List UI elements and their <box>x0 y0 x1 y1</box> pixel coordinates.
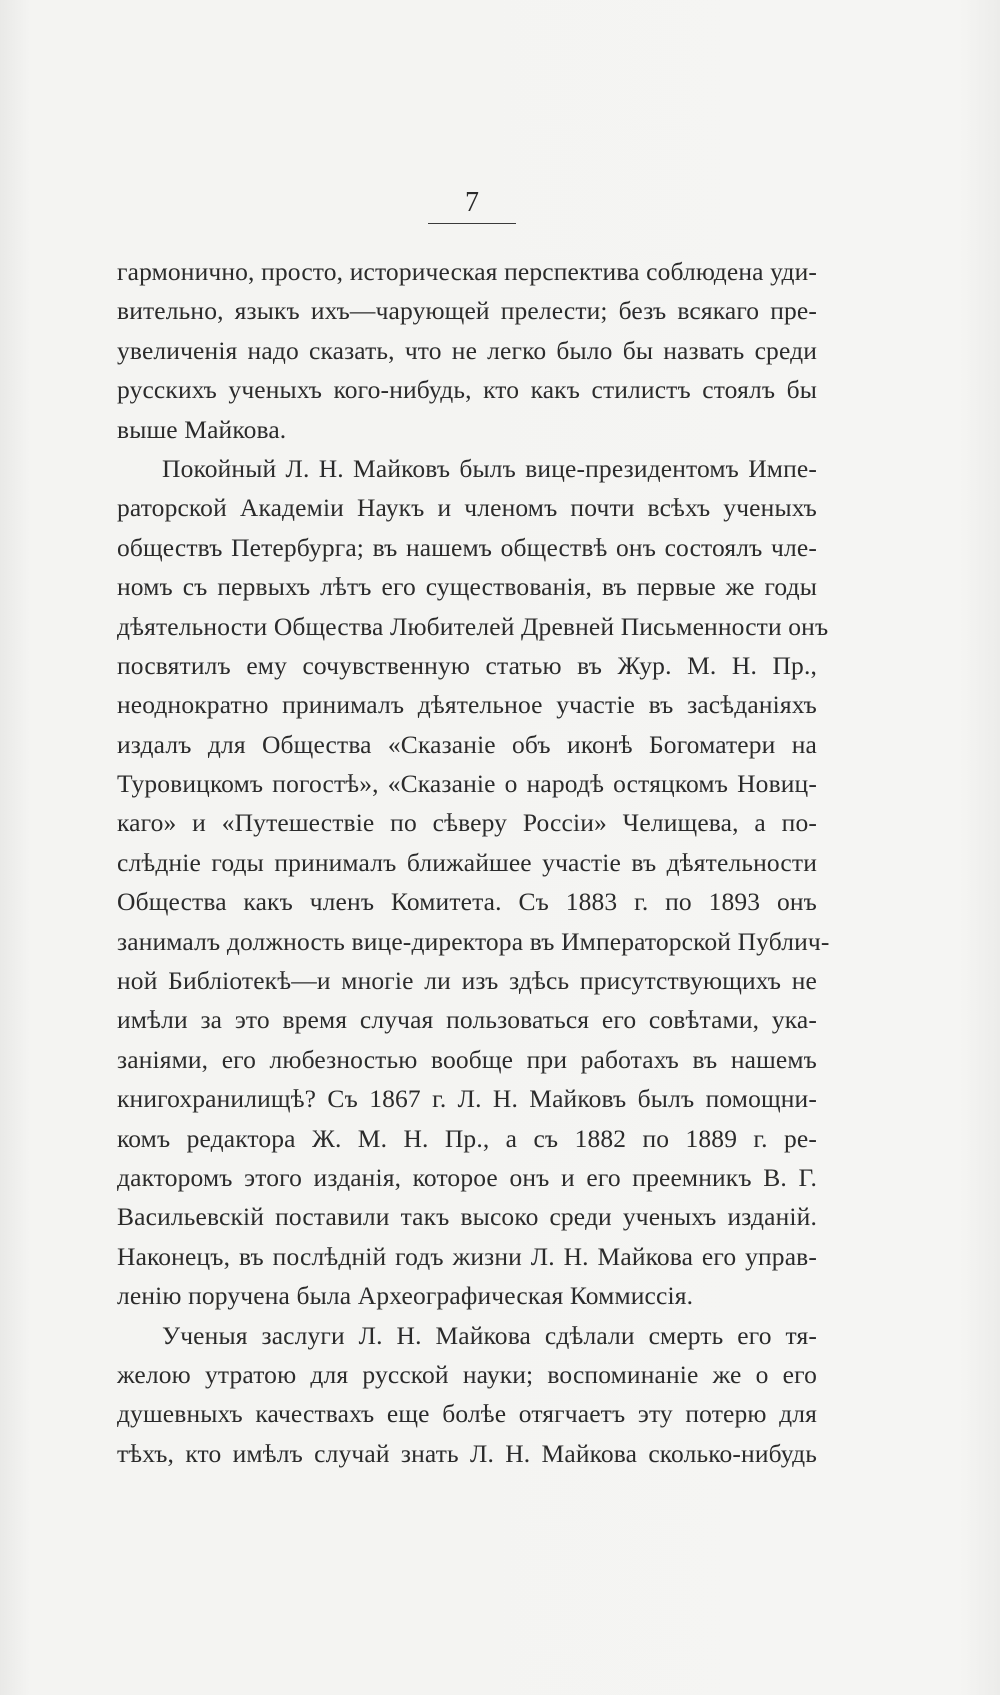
text-line: ной Библіотекѣ—и многіе ли изъ здѣсь присутствующихъ не <box>117 966 817 996</box>
text-line: ленію поручена была Археографическая Коммиссія. <box>117 1281 694 1311</box>
text-line: посвятилъ ему сочувственную статью въ Жур. М. Н. Пр., <box>117 650 817 680</box>
text-line: Покойный Л. Н. Майковъ былъ вице-президентомъ Импе- <box>162 453 817 483</box>
text-line: тѣхъ, кто имѣлъ случай знать Л. Н. Майкова сколько-нибудь <box>117 1438 817 1468</box>
text-line: занималъ должность вице-директора въ Императорской Публич- <box>117 926 830 956</box>
text-line: Туровицкомъ погостѣ», «Сказаніе о народѣ остяцкомъ Новиц- <box>117 769 817 799</box>
text-line: Наконецъ, въ послѣдній годъ жизни Л. Н. Майкова его управ- <box>117 1241 817 1271</box>
text-line: обществъ Петербурга; въ нашемъ обществѣ онъ состоялъ чле- <box>117 532 817 562</box>
header-rule <box>428 223 516 224</box>
text-line: заніями, его любезностью вообще при работахъ въ нашемъ <box>117 1044 817 1074</box>
text-line: русскихъ ученыхъ кого-нибудь, кто какъ стилистъ стоялъ бы <box>117 375 817 405</box>
body-text <box>117 252 830 1473</box>
text-line: комъ редактора Ж. М. Н. Пр., а съ 1882 по 1889 г. ре- <box>117 1123 817 1153</box>
text-line: раторской Академіи Наукъ и членомъ почти всѣхъ ученыхъ <box>117 493 817 523</box>
text-line: Ученыя заслуги Л. Н. Майкова сдѣлали смерть его тя- <box>162 1320 817 1350</box>
text-line: каго» и «Путешествіе по сѣверу Россіи» Челищева, а по- <box>117 808 817 838</box>
text-line: номъ съ первыхъ лѣтъ его существованія, въ первые же годы <box>117 572 817 602</box>
text-line: желою утратою для русской науки; воспоминаніе же о его <box>117 1359 817 1389</box>
text-line: книгохранилищѣ? Съ 1867 г. Л. Н. Майковъ былъ помощни- <box>117 1084 817 1114</box>
text-line: Общества какъ членъ Комитета. Съ 1883 г. по 1893 онъ <box>117 887 817 917</box>
page-number: 7 <box>465 187 479 218</box>
text-line: неоднократно принималъ дѣятельное участіе въ засѣданіяхъ <box>117 690 817 720</box>
text-line: дѣятельности Общества Любителей Древней Письменности онъ <box>117 611 829 641</box>
text-line: издалъ для Общества «Сказаніе объ иконѣ Богоматери на <box>117 729 817 759</box>
text-line: имѣли за это время случая пользоваться его совѣтами, ука- <box>117 1005 817 1035</box>
text-line: выше Майкова. <box>117 414 287 444</box>
text-line: слѣдніе годы принималъ ближайшее участіе въ дѣятельности <box>117 847 817 877</box>
text-line: гармонично, просто, историческая перспектива соблюдена уди- <box>117 257 818 286</box>
text-line: дакторомъ этого изданія, которое онъ и его преемникъ В. Г. <box>117 1162 817 1192</box>
text-line: увеличенія надо сказать, что не легко было бы назвать среди <box>117 335 817 365</box>
text-line: душевныхъ качествахъ еще болѣе отягчаетъ эту потерю для <box>117 1399 817 1429</box>
text-line: Васильевскій поставили такъ высоко среди ученыхъ изданій. <box>117 1202 817 1232</box>
text-line: вительно, языкъ ихъ—чарующей прелести; безъ всякаго пре- <box>117 296 817 326</box>
